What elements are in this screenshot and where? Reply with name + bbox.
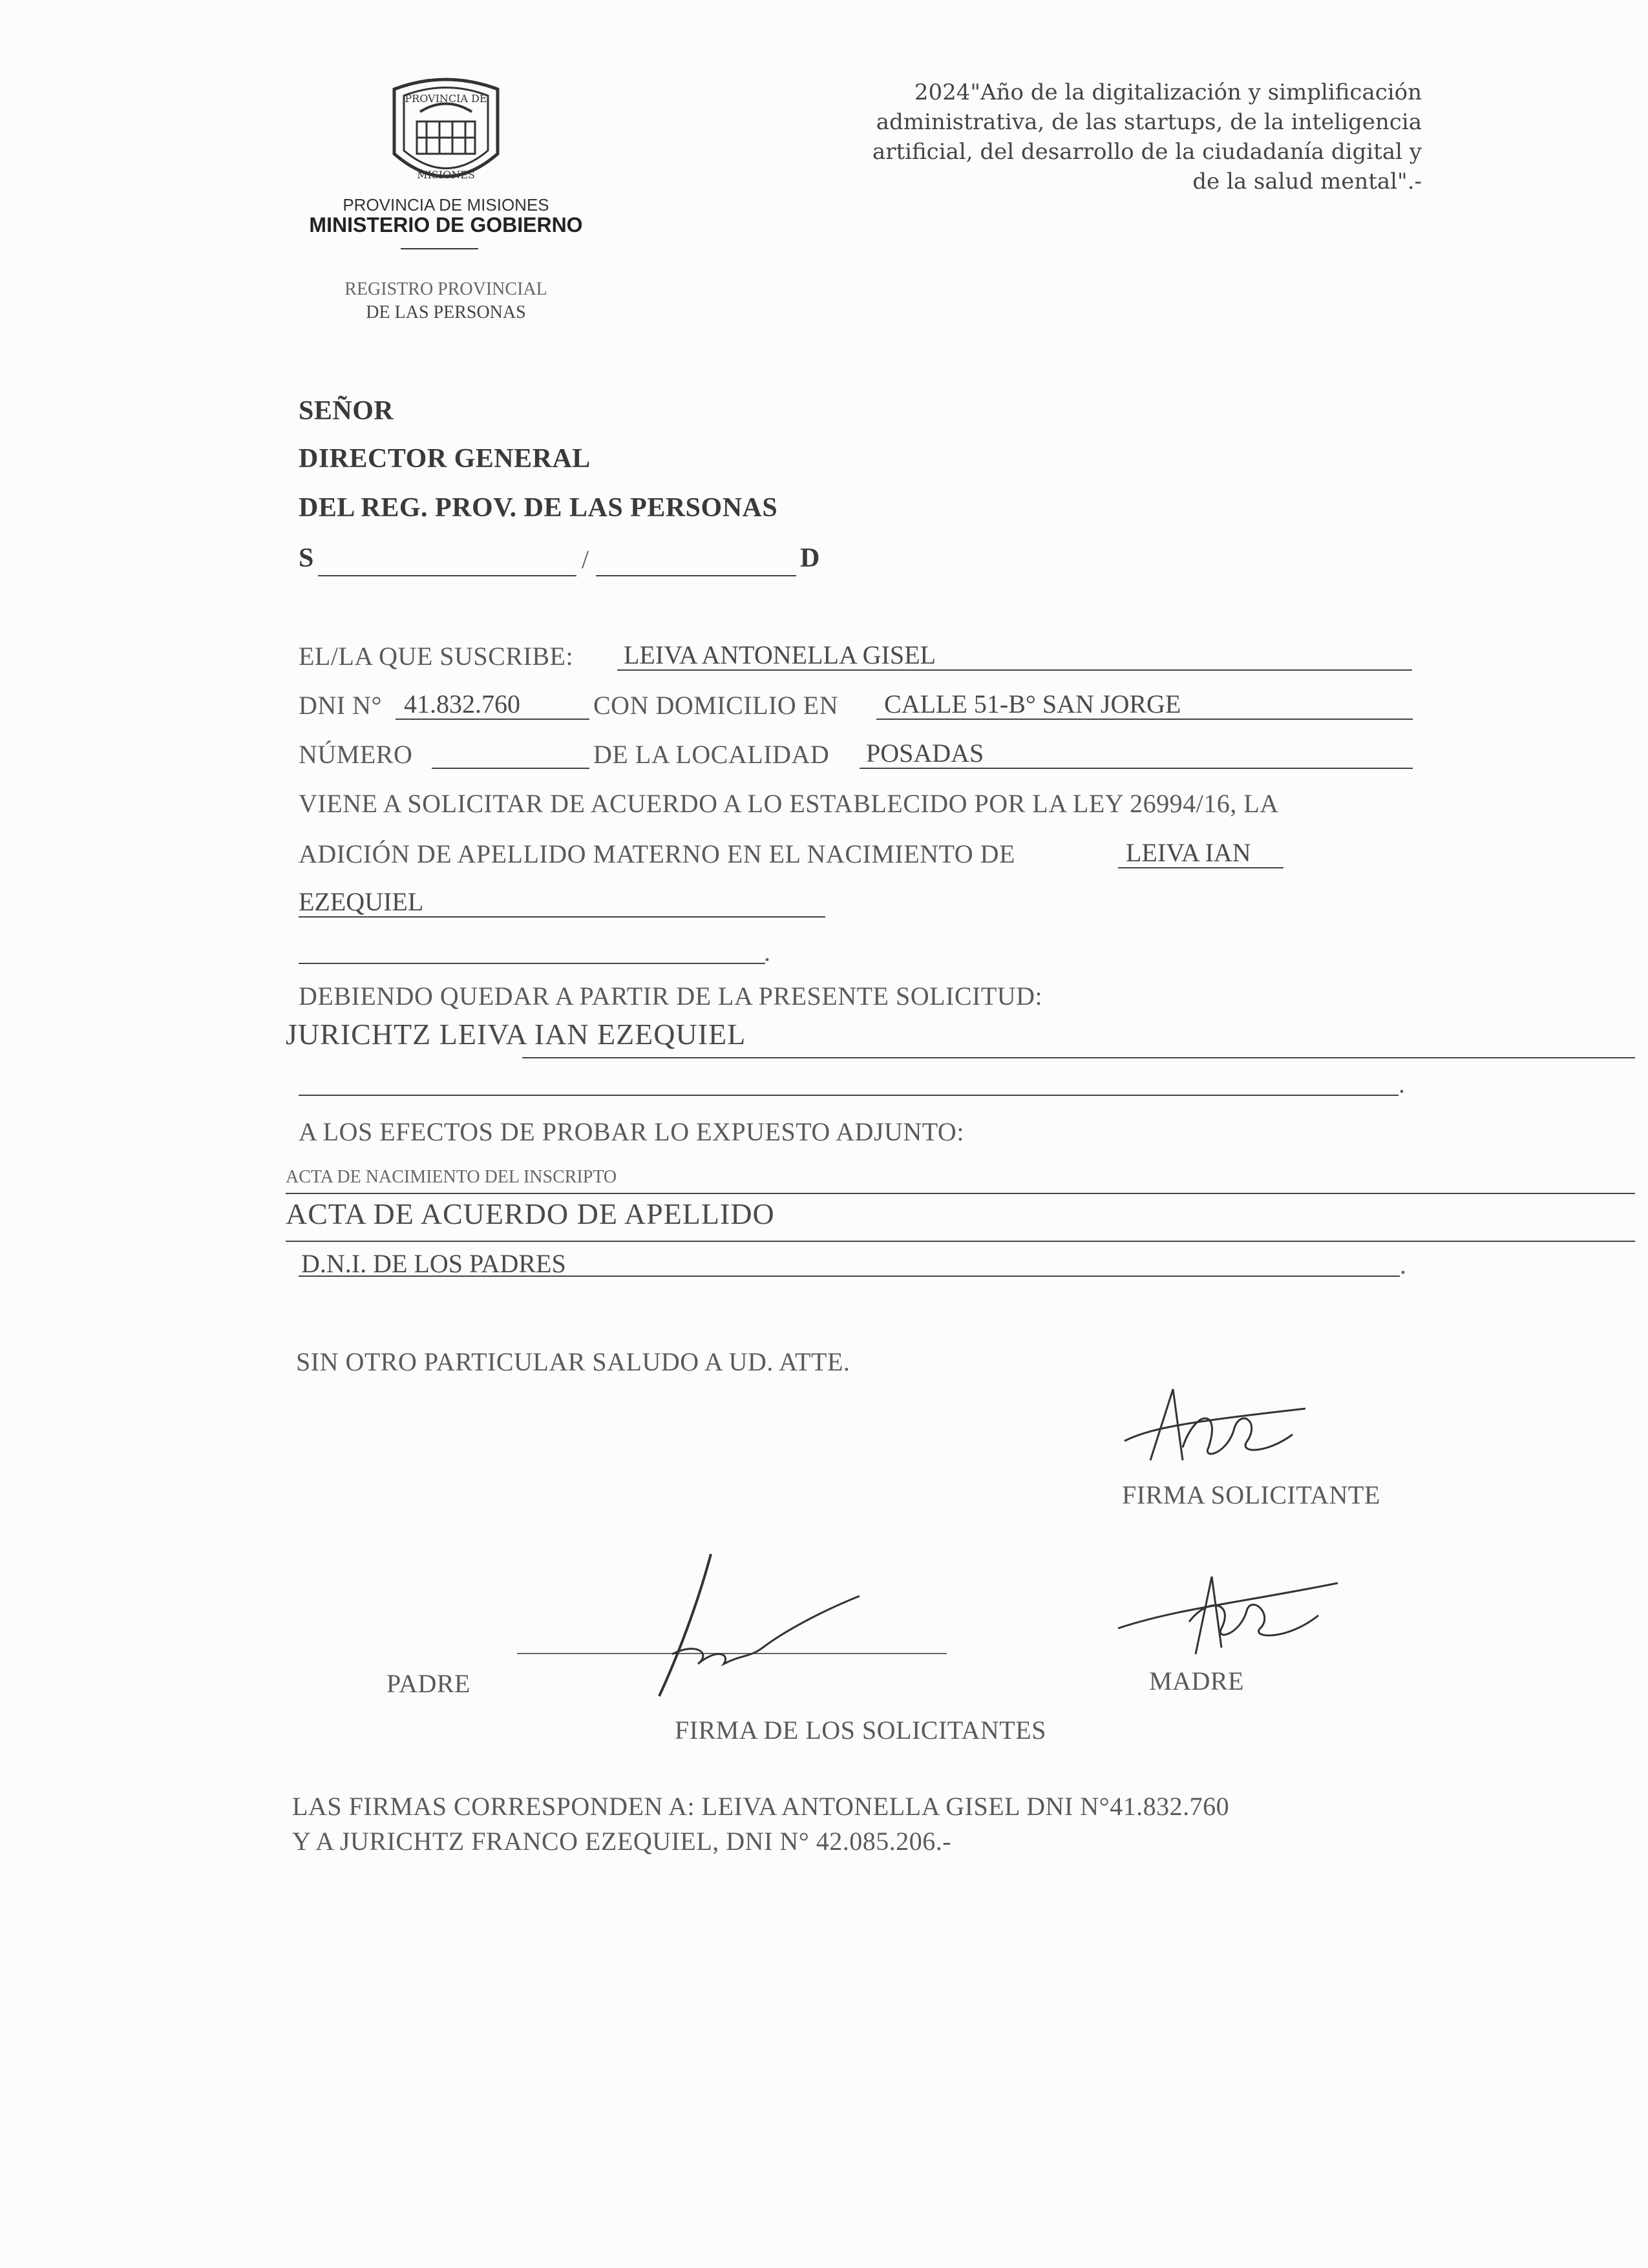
seal-top-text: PROVINCIA DE [405,92,487,105]
ministry-underline [401,248,478,249]
registry-line2: DE LAS PERSONAS [366,302,526,322]
period-2: . [1399,1069,1406,1098]
father-signature [633,1551,866,1703]
padre-label: PADRE [386,1669,470,1698]
solicitud-line1: VIENE A SOLICITAR DE ACUERDO A LO ESTABLECIDO POR LA LEY 26994/16, LA [299,789,1279,818]
numero-line [432,768,589,769]
s-line [318,575,576,576]
addressee-s: S [299,543,314,573]
adjunto-label: A LOS EFECTOS DE PROBAR LO EXPUESTO ADJUNTO: [299,1117,964,1146]
quedar-line1 [522,1057,1635,1058]
correspond-line1: LAS FIRMAS CORRESPONDEN A: LEIVA ANTONELLA GISEL DNI N°41.832.760 [292,1792,1230,1821]
localidad-label: DE LA LOCALIDAD [593,740,830,769]
addressee-senor: SEÑOR [299,396,394,426]
d-line [596,575,796,576]
adjunto-line2 [286,1241,1635,1242]
quedar-label: DEBIENDO QUEDAR A PARTIR DE LA PRESENTE SOLICITUD: [299,982,1043,1011]
adjunto-line1 [286,1193,1635,1194]
province-name: PROVINCIA DE MISIONES [343,195,549,215]
madre-label: MADRE [1149,1666,1244,1696]
adjunto-item3[interactable]: D.N.I. DE LOS PADRES [301,1249,566,1278]
addressee-d: D [800,543,820,573]
addressee-registry: DEL REG. PROV. DE LAS PERSONAS [299,493,778,523]
closing-text: SIN OTRO PARTICULAR SALUDO A UD. ATTE. [296,1347,850,1376]
numero-label: NÚMERO [299,740,413,769]
registry-line1: REGISTRO PROVINCIAL [344,279,547,299]
solicitud-line2: ADICIÓN DE APELLIDO MATERNO EN EL NACIMIENTO DE [299,839,1015,868]
firma-solicitantes-label: FIRMA DE LOS SOLICITANTES [675,1716,1046,1745]
correspond-line2: Y A JURICHTZ FRANCO EZEQUIEL, DNI N° 42.085.206.- [292,1827,952,1856]
localidad-value[interactable]: POSADAS [866,739,984,768]
mother-signature [1112,1570,1344,1664]
addressee-slash: / [582,545,589,574]
addressee-director: DIRECTOR GENERAL [299,444,591,474]
ministry-name: MINISTERIO DE GOBIERNO [309,213,583,236]
year-motto: 2024"Año de la digitalización y simplificación administrativa, de las startups, de la inteligencia artificial, del desarrollo de la ciudadanía digital y de la salud mental".- [872,79,1422,194]
firma-solicitante-label: FIRMA SOLICITANTE [1122,1480,1380,1509]
applicant-signature [1112,1383,1318,1476]
child-value-part2[interactable]: EZEQUIEL [299,887,424,916]
suscribe-label: EL/LA QUE SUSCRIBE: [299,642,574,671]
seal-bottom-text: MISIONES [417,169,475,181]
adjunto-item1[interactable]: ACTA DE NACIMIENTO DEL INSCRIPTO [286,1167,617,1187]
child-line3 [299,963,765,964]
domicilio-value[interactable]: CALLE 51-B° SAN JORGE [884,689,1181,719]
dni-label: DNI N° [299,691,382,720]
quedar-value[interactable]: JURICHTZ LEIVA IAN EZEQUIEL [286,1018,746,1051]
suscribe-value[interactable]: LEIVA ANTONELLA GISEL [624,640,936,669]
adjunto-line3 [299,1276,1400,1277]
child-value-part1[interactable]: LEIVA IAN [1126,838,1251,867]
period-1: . [764,938,771,967]
domicilio-label: CON DOMICILIO EN [593,691,839,720]
quedar-line2 [299,1095,1399,1096]
child-line2 [299,916,825,918]
dni-value[interactable]: 41.832.760 [404,689,520,719]
adjunto-item2[interactable]: ACTA DE ACUERDO DE APELLIDO [286,1197,775,1230]
province-seal [381,76,511,196]
period-3: . [1400,1250,1407,1279]
